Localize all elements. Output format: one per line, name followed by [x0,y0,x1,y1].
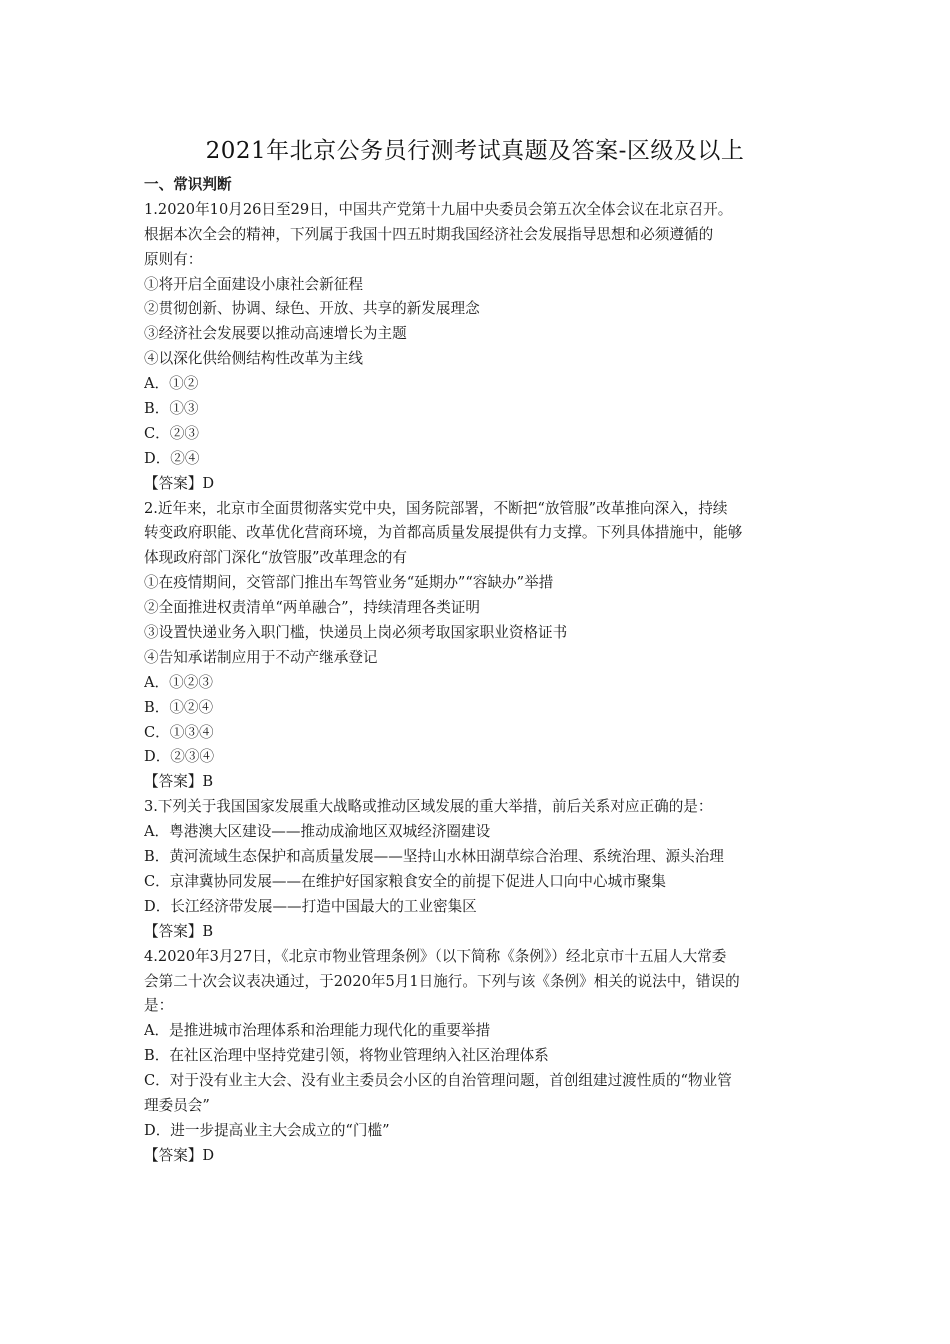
text-line: 根据本次全会的精神，下列属于我国十四五时期我国经济社会发展指导思想和必须遵循的 [144,225,714,243]
text-line: B．①②④ [144,698,214,716]
text-line: D．长江经济带发展——打造中国最大的工业密集区 [144,897,477,915]
text-line: 会第二十次会议表决通过，于2020年5月1日施行。下列与该《条例》相关的说法中，错误的 [144,972,740,990]
text-line: 【答案】B [144,773,214,791]
text-line: ②全面推进权责清单“两单融合”，持续清理各类证明 [144,599,480,617]
text-line: D．②④ [144,449,200,467]
text-line: ②贯彻创新、协调、绿色、开放、共享的新发展理念 [144,300,480,318]
text-line: A．是推进城市治理体系和治理能力现代化的重要举措 [144,1022,491,1040]
document-body [144,173,824,1169]
text-line: C．①③④ [144,723,214,741]
text-line: 体现政府部门深化“放管服”改革理念的有 [144,549,408,567]
question-lines [144,198,824,1169]
text-line: A．①②③ [144,673,213,691]
text-line: B．①③ [144,400,199,418]
text-line: 3.下列关于我国国家发展重大战略或推动区域发展的重大举措，前后关系对应正确的是： [144,798,713,816]
text-line: 理委员会” [144,1096,210,1114]
section-heading: 一、常识判断 [144,176,232,193]
text-line: C．对于没有业主大会、没有业主委员会小区的自治管理问题，首创组建过渡性质的“物业管 [144,1072,732,1090]
text-line: 原则有： [144,250,203,268]
text-line: 4.2020年3月27日，《北京市物业管理条例》（以下简称《条例》）经北京市十五届人大常委 [144,947,727,965]
text-line: 【答案】D [144,1146,215,1164]
text-line: 是： [144,997,174,1015]
text-line: D．②③④ [144,748,215,766]
text-line: ③经济社会发展要以推动高速增长为主题 [144,325,407,343]
text-line: A．①② [144,375,199,393]
text-line: ①在疫情期间，交管部门推出车驾管业务“延期办”“容缺办”举措 [144,574,554,592]
text-line: A．粤港澳大区建设——推动成渝地区双城经济圈建设 [144,823,491,841]
text-line: 2.近年来，北京市全面贯彻落实党中央，国务院部署，不断把“放管服”改革推向深入，持续 [144,499,728,517]
text-line: 1.2020年10月26日至29日，中国共产党第十九届中央委员会第五次全体会议在北京召开。 [144,200,733,218]
text-line: ①将开启全面建设小康社会新征程 [144,275,363,293]
document-title: 2021年北京公务员行测考试真题及答案-区级及以上 [205,138,745,164]
text-line: D．进一步提高业主大会成立的“门槛” [144,1121,390,1139]
text-line: 转变政府职能、改革优化营商环境，为首都高质量发展提供有力支撑。下列具体措施中，能够 [144,524,743,542]
text-line: ④以深化供给侧结构性改革为主线 [144,350,363,368]
text-line: 【答案】B [144,922,214,940]
text-line: C．京津冀协同发展——在维护好国家粮食安全的前提下促进人口向中心城市聚集 [144,872,666,890]
text-line: C．②③ [144,424,199,442]
text-line: ③设置快递业务入职门槛，快递员上岗必须考取国家职业资格证书 [144,624,568,642]
text-line: 【答案】D [144,474,215,492]
text-line: B．在社区治理中坚持党建引领，将物业管理纳入社区治理体系 [144,1047,549,1065]
text-line: B．黄河流域生态保护和高质量发展——坚持山水林田湖草综合治理、系统治理、源头治理 [144,848,724,866]
text-line: ④告知承诺制应用于不动产继承登记 [144,648,378,666]
